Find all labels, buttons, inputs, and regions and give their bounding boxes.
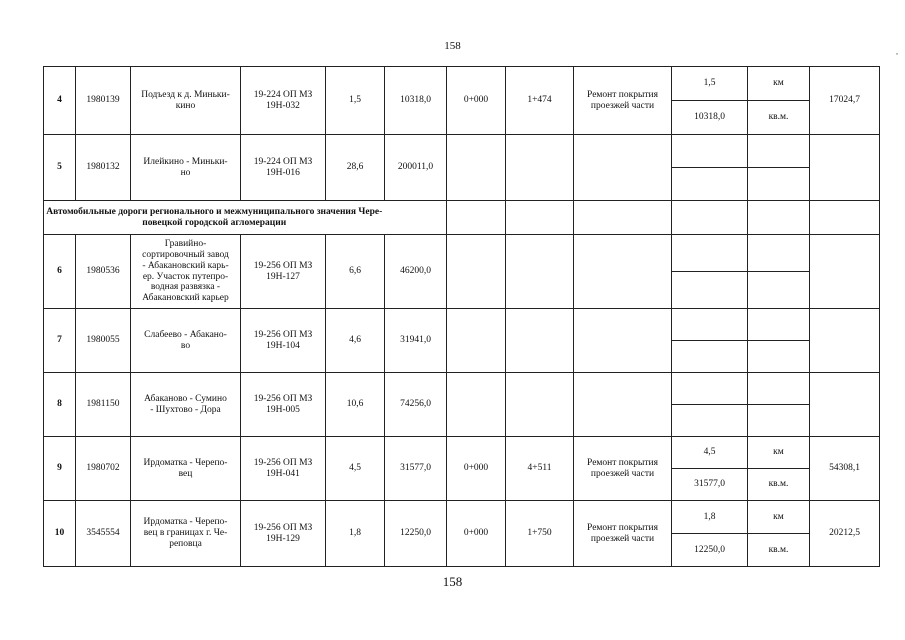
cell-start: 0+000 xyxy=(447,437,506,501)
cell-len: 1,5 xyxy=(326,67,385,135)
cell-area: 200011,0 xyxy=(385,135,447,201)
cell-q1 xyxy=(672,309,748,341)
cell-reg: 19-256 ОП МЗ 19Н-104 xyxy=(241,309,326,373)
cell-q2 xyxy=(672,168,748,201)
cell-u2 xyxy=(748,341,810,373)
cell-q2: 31577,0 xyxy=(672,469,748,501)
cell-end xyxy=(506,373,574,437)
cell-end xyxy=(506,235,574,309)
table-row xyxy=(44,373,880,405)
cell-cost xyxy=(810,135,880,201)
roads-table xyxy=(43,66,880,567)
cell-name: Гравийно- сортировочный завод - Абакановский карь- ер. Участок путепро- водная развязка - Абакановский карьер xyxy=(131,235,241,309)
cell-u2 xyxy=(748,168,810,201)
cell-cost xyxy=(810,309,880,373)
cell-start xyxy=(447,235,506,309)
cell-num: 6 xyxy=(44,235,76,309)
cell-area: 12250,0 xyxy=(385,501,447,567)
cell-work: Ремонт покрытия проезжей части xyxy=(574,67,672,135)
cell-code: 1980055 xyxy=(76,309,131,373)
cell-reg: 19-224 ОП МЗ 19Н-032 xyxy=(241,67,326,135)
cell-num: 5 xyxy=(44,135,76,201)
cell-end: 4+511 xyxy=(506,437,574,501)
cell-num: 4 xyxy=(44,67,76,135)
cell-q1: 1,5 xyxy=(672,67,748,101)
cell-q1 xyxy=(672,235,748,272)
cell-cost: 54308,1 xyxy=(810,437,880,501)
cell-cost: 17024,7 xyxy=(810,67,880,135)
cell-len: 28,6 xyxy=(326,135,385,201)
cell-u1 xyxy=(748,135,810,168)
cell-reg: 19-256 ОП МЗ 19Н-005 xyxy=(241,373,326,437)
cell-work: Ремонт покрытия проезжей части xyxy=(574,501,672,567)
cell-q2 xyxy=(672,405,748,437)
cell-area: 74256,0 xyxy=(385,373,447,437)
cell-name: Подъезд к д. Миньки- кино xyxy=(131,67,241,135)
table-row xyxy=(44,135,880,168)
cell-u2 xyxy=(748,405,810,437)
cell-q2: 10318,0 xyxy=(672,101,748,135)
cell-cost: 20212,5 xyxy=(810,501,880,567)
cell-code: 1980702 xyxy=(76,437,131,501)
cell-u1 xyxy=(748,235,810,272)
cell-len: 6,6 xyxy=(326,235,385,309)
table-row xyxy=(44,437,880,469)
cell-start: 0+000 xyxy=(447,67,506,135)
corner-mark: ˙ xyxy=(895,50,899,64)
cell-u2: кв.м. xyxy=(748,101,810,135)
cell-end: 1+474 xyxy=(506,67,574,135)
cell-q2 xyxy=(672,341,748,373)
cell-name: Абаканово - Сумино - Шухтово - Дора xyxy=(131,373,241,437)
table-row xyxy=(44,235,880,272)
cell-name: Ирдоматка - Черепо- вец xyxy=(131,437,241,501)
cell-num: 10 xyxy=(44,501,76,567)
cell-q2: 12250,0 xyxy=(672,534,748,567)
cell-area: 31577,0 xyxy=(385,437,447,501)
cell-work xyxy=(574,309,672,373)
cell-code: 1981150 xyxy=(76,373,131,437)
cell-work xyxy=(574,135,672,201)
cell-end xyxy=(506,135,574,201)
cell-u1: км xyxy=(748,67,810,101)
cell-code: 1980536 xyxy=(76,235,131,309)
cell-reg: 19-224 ОП МЗ 19Н-016 xyxy=(241,135,326,201)
cell-q1 xyxy=(672,135,748,168)
cell-u2: кв.м. xyxy=(748,469,810,501)
cell-reg: 19-256 ОП МЗ 19Н-129 xyxy=(241,501,326,567)
cell-work xyxy=(574,235,672,309)
table-row xyxy=(44,309,880,341)
cell-q2 xyxy=(672,272,748,309)
section-title: Автомобильные дороги регионального и межмуниципального значения Чере- повецкой городской агломерации xyxy=(44,201,385,235)
cell-name: Ирдоматка - Черепо- вец в границах г. Че- реповца xyxy=(131,501,241,567)
cell-start xyxy=(447,309,506,373)
cell-len: 1,8 xyxy=(326,501,385,567)
cell-code: 1980139 xyxy=(76,67,131,135)
cell-q1 xyxy=(672,373,748,405)
cell-area: 31941,0 xyxy=(385,309,447,373)
cell-u1 xyxy=(748,309,810,341)
cell-num: 8 xyxy=(44,373,76,437)
cell-start xyxy=(447,135,506,201)
cell-q1: 1,8 xyxy=(672,501,748,534)
cell-name: Илейкино - Миньки- но xyxy=(131,135,241,201)
cell-len: 10,6 xyxy=(326,373,385,437)
cell-reg: 19-256 ОП МЗ 19Н-041 xyxy=(241,437,326,501)
cell-cost xyxy=(810,373,880,437)
cell-u2 xyxy=(748,272,810,309)
table-row xyxy=(44,67,880,101)
cell-u1: км xyxy=(748,501,810,534)
cell-u1 xyxy=(748,373,810,405)
cell-work: Ремонт покрытия проезжей части xyxy=(574,437,672,501)
cell-area: 46200,0 xyxy=(385,235,447,309)
cell-code: 1980132 xyxy=(76,135,131,201)
section-row xyxy=(44,201,880,235)
cell-end xyxy=(506,309,574,373)
cell-cost xyxy=(810,235,880,309)
cell-name: Слабеево - Абакано- во xyxy=(131,309,241,373)
cell-len: 4,6 xyxy=(326,309,385,373)
page-number-bottom: 158 xyxy=(442,574,463,589)
cell-reg: 19-256 ОП МЗ 19Н-127 xyxy=(241,235,326,309)
page-number-top: 158 xyxy=(444,40,461,52)
cell-end: 1+750 xyxy=(506,501,574,567)
cell-area: 10318,0 xyxy=(385,67,447,135)
cell-u2: кв.м. xyxy=(748,534,810,567)
cell-start: 0+000 xyxy=(447,501,506,567)
cell-len: 4,5 xyxy=(326,437,385,501)
cell-code: 3545554 xyxy=(76,501,131,567)
cell-q1: 4,5 xyxy=(672,437,748,469)
cell-start xyxy=(447,373,506,437)
cell-num: 9 xyxy=(44,437,76,501)
cell-work xyxy=(574,373,672,437)
cell-u1: км xyxy=(748,437,810,469)
cell-num: 7 xyxy=(44,309,76,373)
table-row xyxy=(44,501,880,534)
